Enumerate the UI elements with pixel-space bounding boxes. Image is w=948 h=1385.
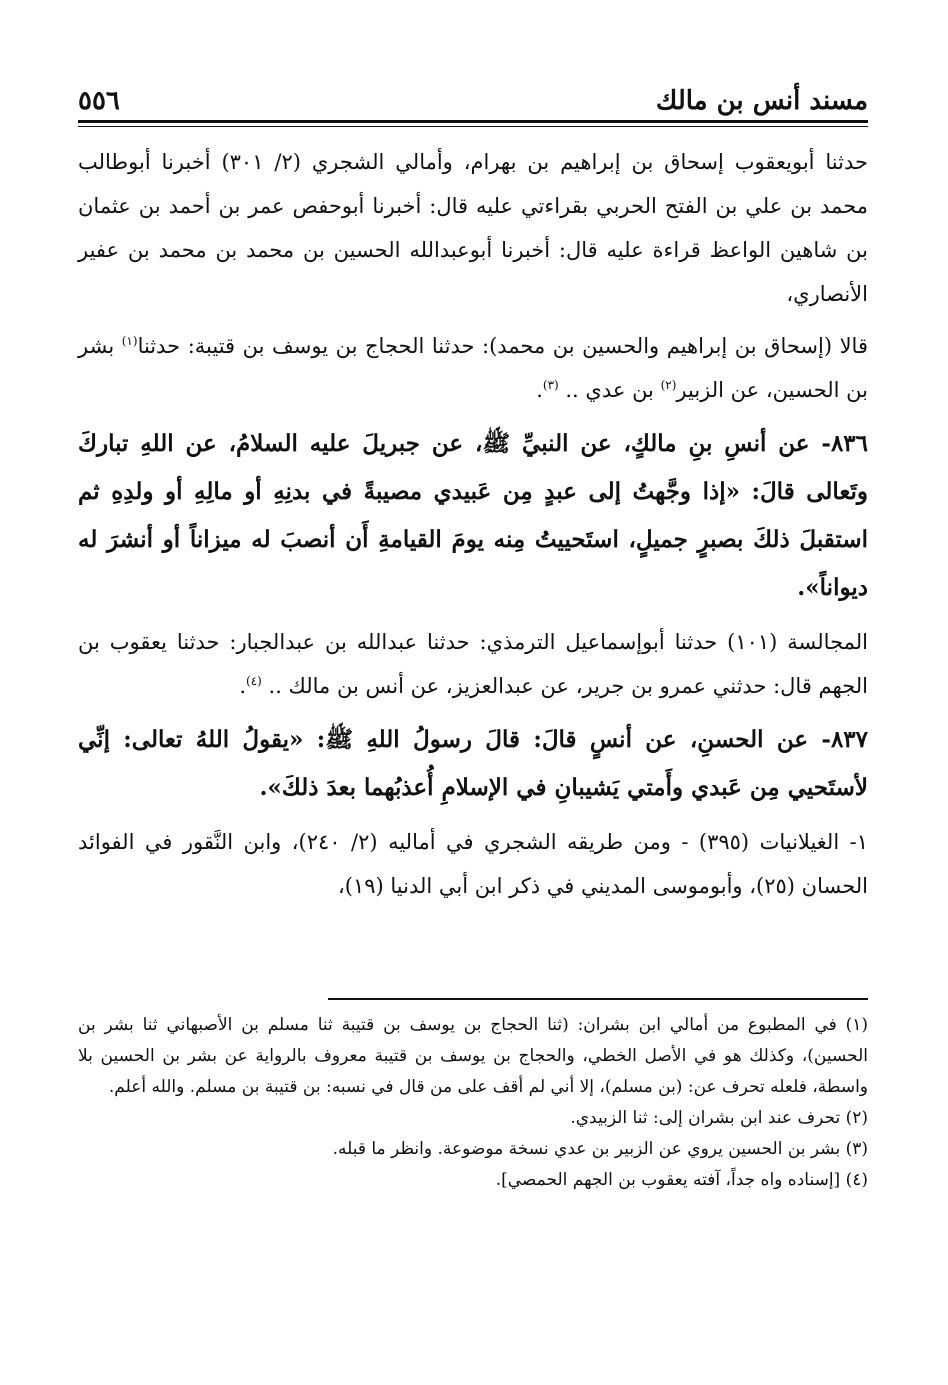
page-number: ٥٥٦ bbox=[78, 86, 120, 116]
paragraph-sources-4: ١- الغيلانيات (٣٩٥) - ومن طريقه الشجري في أماليه (٢/ ٢٤٠)، وابن النَّقور في الفوائد الحسان (٢٥)، وأبوموسى المديني في ذكر ابن أبي الدنيا (١٩)، bbox=[78, 830, 868, 898]
main-text bbox=[78, 140, 868, 916]
text-span: المجالسة (١٠١) حدثنا أبوإسماعيل الترمذي: حدثنا عبدالله بن عبدالجبار: حدثنا يعقوب بن الجهم قال: حدثني عمرو بن جرير، عن عبدالعزيز، عن أنس بن مالك .. bbox=[78, 630, 868, 698]
footnote-ref-3: (٣) bbox=[542, 378, 559, 392]
footnote-4: (٤) [إسناده واه جداً، آفته يعقوب بن الجهم الحمصي]. bbox=[495, 1170, 868, 1190]
text-span: . bbox=[239, 674, 247, 698]
paragraph-sources-1: حدثنا أبويعقوب إسحاق بن إبراهيم بن بهرام، وأمالي الشجري (٢/ ٣٠١) أخبرنا أبوطالب محمد بن علي بن الفتح الحربي بقراءتي عليه قال: أخبرنا أبوحفص عمر بن أحمد بن عثمان بن شاهين الواعظ قراءة عليه قال: أخبرنا أبوعبدالله الحسين بن محمد بن محمد بن عفير الأنصاري، bbox=[78, 150, 868, 306]
text-span: . bbox=[536, 378, 543, 402]
header-rule-thick bbox=[78, 120, 868, 123]
footnote-3: (٣) بشر بن الحسين يروي عن الزبير بن عدي نسخة موضوعة. وانظر ما قبله. bbox=[332, 1139, 868, 1159]
footnote-ref-2: (٢) bbox=[660, 378, 677, 392]
footnote-ref-4: (٤) bbox=[246, 674, 262, 688]
page-header bbox=[78, 86, 868, 120]
text-span: بشر بن الحسين، عن الزبير bbox=[78, 334, 868, 402]
hadith-837: ٨٣٧- عن الحسنِ، عن أنسٍ قالَ: قالَ رسولُ اللهِ ﷺ: «يقولُ اللهُ تعالى: إنِّي لأستَحيي مِن عَبدي وأَمتي يَشيبانِ في الإسلامِ أُعذبُهما بعدَ ذلكَ». bbox=[78, 726, 868, 801]
footnote-1: (١) في المطبوع من أمالي ابن بشران: (ثنا الحجاج بن يوسف بن قتيبة ثنا مسلم بن الأصبهاني ثنا بشر بن الحسين)، وكذلك هو في الأصل الخطي، والحجاج بن يوسف بن قتيبة معروف بالرواية عن بشر بن الحسين بلا واسطة، فلعله تحرف عن: (بن مسلم)، إلا أني لم أقف على من قال في نسبه: بن قتيبة بن مسلم. والله أعلم. bbox=[78, 1015, 868, 1097]
running-title: مسند أنس بن مالك bbox=[655, 86, 868, 116]
text-span: بن عدي .. bbox=[558, 378, 661, 402]
paragraph-sources-3 bbox=[78, 620, 868, 708]
paragraph-sources-2 bbox=[78, 324, 868, 412]
hadith-836: ٨٣٦- عن أنسِ بنِ مالكٍ، عن النبيِّ ﷺ، عن جبريلَ عليه السلامُ، عن اللهِ تباركَ وتَعالى قالَ: «إذا وجَّهتُ إلى عبدٍ مِن عَبيدي مصيبةً في بدنِهِ أو مالِهِ أو ولدِهِ ثم استقبلَ ذلكَ بصبرٍ جميلٍ، استَحييتُ مِنه يومَ القيامةِ أَن أنصبَ له ميزاناً أو أنشرَ له ديواناً». bbox=[78, 430, 868, 601]
text-span: قالا (إسحاق بن إبراهيم والحسين بن محمد): حدثنا الحجاج بن يوسف بن قتيبة: حدثنا bbox=[137, 334, 868, 358]
footnotes bbox=[78, 1010, 868, 1196]
book-page bbox=[78, 80, 868, 1320]
footnote-separator bbox=[328, 998, 868, 1000]
footnote-2: (٢) تحرف عند ابن بشران إلى: ثنا الزبيدي. bbox=[570, 1108, 868, 1128]
footnote-ref-1: (١) bbox=[121, 334, 138, 348]
header-rule-thin bbox=[78, 126, 868, 127]
